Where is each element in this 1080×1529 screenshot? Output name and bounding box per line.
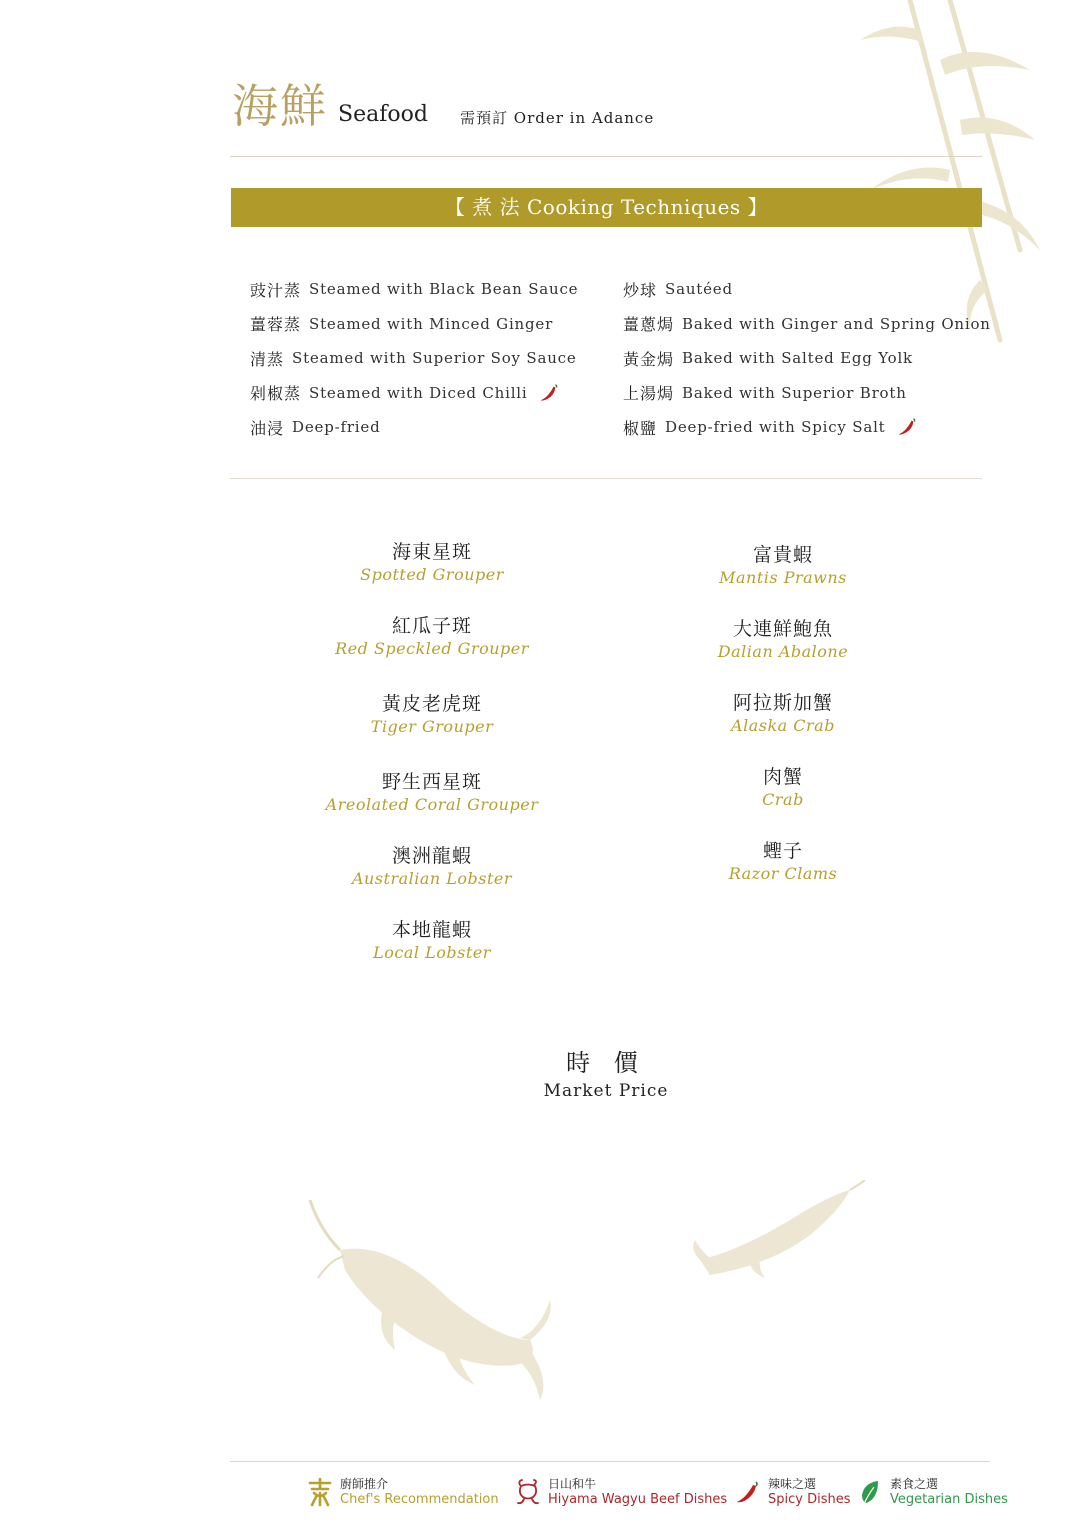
order-note: 需預訂 Order in Adance	[460, 109, 655, 127]
legend-label-english: Hiyama Wagyu Beef Dishes	[548, 1492, 728, 1507]
technique-chinese: 薑蔥焗	[623, 315, 675, 335]
section-title-chinese: 海鮮	[232, 79, 328, 133]
seafood-name-english: Dalian Abalone	[717, 642, 849, 661]
seafood-left-column	[282, 540, 582, 992]
chef-seal-icon	[306, 1477, 334, 1507]
legend-label-english: Vegetarian Dishes	[890, 1492, 1008, 1507]
legend-chef-recommendation	[306, 1476, 499, 1508]
technique-english: Baked with Superior Broth	[682, 383, 907, 402]
technique-chinese: 剁椒蒸	[250, 384, 302, 404]
seafood-name-chinese: 肉蟹	[762, 766, 803, 788]
seafood-item	[282, 540, 582, 614]
legend-label-chinese: 日山和牛	[548, 1477, 597, 1491]
koi-fish-decoration	[300, 1190, 560, 1410]
seafood-name-chinese: 富貴蝦	[752, 544, 813, 566]
seafood-name-chinese: 紅瓜子斑	[391, 615, 472, 637]
technique-chinese: 上湯焗	[623, 384, 675, 404]
technique-english: Deep-fried	[292, 418, 381, 437]
seafood-name-english: Alaska Crab	[731, 716, 835, 735]
legend-label-english: Spicy Dishes	[768, 1492, 851, 1507]
legend-label-chinese: 廚師推介	[340, 1477, 389, 1491]
seafood-name-english: Local Lobster	[373, 943, 491, 962]
technique-english: Steamed with Diced Chilli	[309, 383, 528, 402]
seafood-name-english: Australian Lobster	[351, 869, 513, 888]
koi-fish-decoration	[690, 1180, 870, 1290]
seafood-name-english: Spotted Grouper	[360, 565, 504, 584]
technique-chinese: 薑蓉蒸	[250, 315, 302, 335]
technique-chinese: 炒球	[623, 280, 658, 300]
seafood-name-english: Tiger Grouper	[370, 717, 494, 736]
seafood-name-chinese: 大連鮮鮑魚	[732, 618, 833, 640]
seafood-name-chinese: 蟶子	[762, 840, 803, 862]
technique-english: Deep-fried with Spicy Salt	[665, 418, 886, 437]
section-title-english: Seafood	[338, 102, 428, 127]
seafood-item	[633, 543, 933, 617]
techniques-left-column	[250, 272, 578, 445]
cooking-techniques-banner: 【 煮 法 Cooking Techniques 】	[231, 188, 982, 227]
chili-icon	[734, 1477, 762, 1507]
market-price-english: Market Price	[543, 1081, 669, 1101]
legend-label-chinese: 素食之選	[890, 1477, 939, 1491]
technique-english: Baked with Ginger and Spring Onion	[682, 314, 991, 333]
technique-item	[623, 341, 991, 376]
divider-bottom	[230, 1461, 990, 1462]
seafood-item	[282, 770, 582, 844]
divider-middle	[230, 478, 982, 479]
technique-chinese: 豉汁蒸	[250, 280, 302, 300]
technique-chinese: 清蒸	[250, 349, 285, 369]
seafood-name-chinese: 阿拉斯加蟹	[732, 692, 833, 714]
technique-item	[250, 272, 578, 307]
technique-english: Steamed with Superior Soy Sauce	[292, 349, 577, 368]
technique-item	[250, 341, 578, 376]
seafood-name-chinese: 黃皮老虎斑	[381, 693, 482, 715]
technique-chinese: 油浸	[250, 418, 285, 438]
seafood-item	[282, 918, 582, 992]
techniques-right-column	[623, 272, 991, 445]
legend-spicy	[734, 1476, 851, 1508]
legend-label-english: Chef's Recommendation	[340, 1492, 499, 1507]
seafood-item	[282, 614, 582, 692]
cow-icon	[514, 1477, 542, 1507]
technique-item	[623, 376, 991, 411]
technique-english: Steamed with Minced Ginger	[309, 314, 554, 333]
seafood-item	[282, 844, 582, 918]
section-header	[232, 78, 992, 138]
technique-item	[250, 376, 578, 411]
seafood-name-chinese: 澳洲龍蝦	[391, 845, 472, 867]
seafood-name-chinese: 野生西星斑	[381, 771, 482, 793]
seafood-name-english: Crab	[762, 790, 804, 809]
seafood-item	[633, 839, 933, 913]
legend-wagyu	[514, 1476, 727, 1508]
technique-chinese: 黃金焗	[623, 349, 675, 369]
seafood-name-english: Razor Clams	[728, 864, 838, 883]
technique-english: Sautéed	[665, 280, 733, 299]
seafood-name-english: Areolated Coral Grouper	[325, 795, 539, 814]
seafood-name-chinese: 海東星斑	[391, 541, 472, 563]
technique-item	[623, 410, 991, 445]
seafood-name-chinese: 本地龍蝦	[391, 919, 472, 941]
seafood-item	[633, 617, 933, 691]
technique-item	[623, 307, 991, 342]
seafood-item	[633, 765, 933, 839]
market-price-chinese: 時 價	[566, 1049, 646, 1077]
divider-top	[230, 156, 982, 157]
seafood-right-column	[633, 543, 933, 913]
technique-item	[250, 410, 578, 445]
market-price	[506, 1046, 706, 1102]
seafood-item	[633, 691, 933, 765]
technique-item	[623, 272, 991, 307]
technique-item	[250, 307, 578, 342]
legend-label-chinese: 辣味之選	[768, 1477, 817, 1491]
chili-icon	[538, 382, 560, 404]
leaf-icon	[856, 1477, 884, 1507]
seafood-name-english: Red Speckled Grouper	[335, 639, 529, 658]
technique-english: Baked with Salted Egg Yolk	[682, 349, 913, 368]
seafood-name-english: Mantis Prawns	[719, 568, 847, 587]
chili-icon	[896, 416, 918, 438]
technique-chinese: 椒鹽	[623, 418, 658, 438]
legend-vegetarian	[856, 1476, 1008, 1508]
technique-english: Steamed with Black Bean Sauce	[309, 280, 579, 299]
seafood-item	[282, 692, 582, 770]
